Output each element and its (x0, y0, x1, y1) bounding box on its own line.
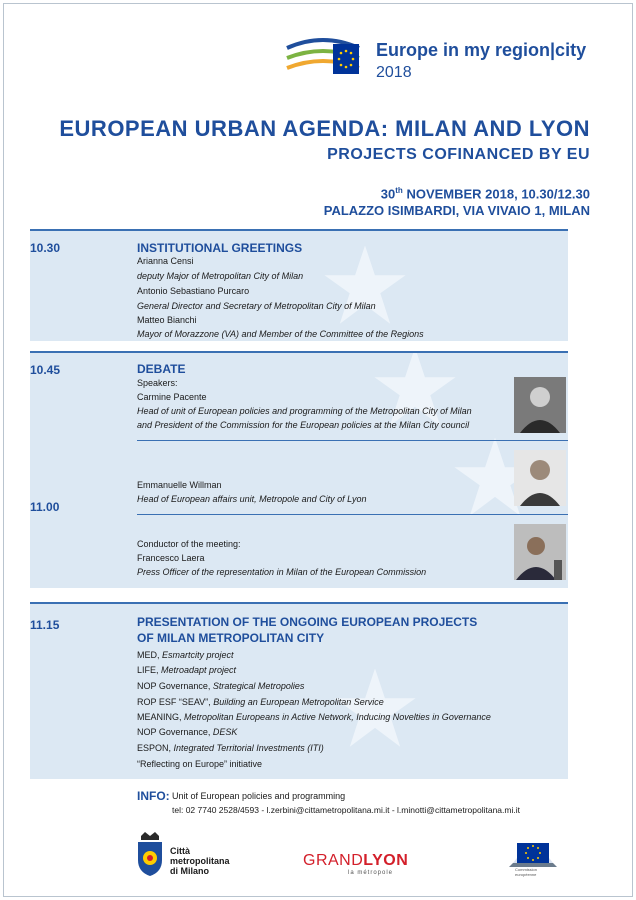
grandlyon-grand: GRAND (303, 852, 364, 869)
speaker-photo (514, 450, 566, 506)
project-item (137, 681, 304, 691)
speaker-photo (514, 377, 566, 433)
project-item (137, 712, 491, 722)
person-icon (514, 377, 566, 433)
project-name: NOP Governance, (137, 727, 213, 737)
person-icon (514, 450, 566, 506)
project-desc: DESK (212, 727, 238, 737)
section-title-greetings: INSTITUTIONAL GREETINGS (137, 241, 303, 255)
star-decoration-icon (320, 241, 410, 331)
logo-title: Europe in my region|city (376, 40, 587, 60)
citta-metropolitana-crest-icon (135, 832, 165, 876)
speaker-name: Emmanuelle Willman (137, 480, 222, 490)
project-desc: Metroadapt project (161, 665, 237, 675)
section-title-presentation: PRESENTATION OF THE ONGOING EUROPEAN PROJECTS (137, 615, 478, 629)
project-item (137, 697, 384, 707)
grandlyon-lyon: LYON (363, 852, 409, 869)
speaker-role: and President of the Commission for the European policies at the Milan City council (137, 420, 470, 430)
event-date (381, 186, 590, 201)
speaker-role: Head of unit of European policies and programming of the Metropolitan City of Milan (137, 406, 472, 416)
project-desc: Integrated Territorial Investments (ITI) (173, 743, 324, 753)
project-desc: Building an European Metropolitan Service (213, 697, 384, 707)
grandlyon-logo (303, 852, 408, 870)
project-item (137, 650, 234, 660)
time-debate: 10.45 (30, 363, 61, 377)
info-text: Unit of European policies and programming (172, 791, 346, 801)
section-title-presentation-2: OF MILAN METROPOLITAN CITY (137, 631, 325, 645)
page-title: EUROPEAN URBAN AGENDA: MILAN AND LYON (59, 116, 590, 141)
conductor-label: Conductor of the meeting: (137, 539, 241, 549)
project-desc: Metropolitan Europeans in Active Network, Inducing Novelties in Governance (184, 712, 491, 722)
project-name: MED, (137, 650, 163, 660)
greetings-line: Matteo Bianchi (137, 315, 197, 325)
time-presentation: 11.15 (30, 618, 60, 632)
greetings-line: deputy Major of Metropolitan City of Milan (137, 271, 304, 281)
greetings-line: Arianna Censi (137, 256, 194, 266)
ec-line: européenne (515, 872, 537, 877)
project-item (137, 743, 324, 753)
project-name: ESPON, (137, 743, 174, 753)
project-name: MEANING, (137, 712, 185, 722)
greetings-line: General Director and Secretary of Metropolitan City of Milan (137, 301, 376, 311)
page-subtitle: PROJECTS COFINANCED BY EU (327, 146, 590, 163)
project-item (137, 665, 236, 675)
project-name: LIFE, (137, 665, 162, 675)
speaker-name: Carmine Pacente (137, 392, 207, 402)
europe-in-my-region-logo (283, 30, 363, 90)
info-label: INFO: (137, 789, 170, 803)
cm-line: di Milano (170, 866, 209, 876)
ec-line: Commission (515, 867, 538, 872)
date-rest: NOVEMBER 2018, 10.30/12.30 (402, 186, 590, 202)
greetings-line: Antonio Sebastiano Purcaro (137, 286, 250, 296)
citta-metropolitana-logo-text (170, 846, 230, 876)
date-day: 30 (380, 186, 396, 202)
european-commission-label (515, 867, 537, 877)
cm-line: Città (170, 846, 190, 856)
speaker-role: Head of European affairs unit, Metropole and City of Lyon (137, 494, 367, 504)
project-item (137, 759, 262, 769)
project-name: ROP ESF “SEAV”, (137, 697, 214, 707)
conductor-name: Francesco Laera (137, 553, 205, 563)
contact-info: tel: 02 7740 2528/4593 - l.zerbini@cittametropolitana.mi.it - l.minotti@cittametropolitana.mi.it (172, 805, 520, 815)
time-greetings: 10.30 (30, 241, 61, 255)
time-second-speaker: 11.00 (30, 500, 60, 514)
grandlyon-subtitle: la métropole (348, 870, 394, 876)
project-desc: Strategical Metropolies (212, 681, 305, 691)
section-title-debate: DEBATE (137, 362, 186, 376)
conductor-role: Press Officer of the representation in Milan of the European Commission (137, 567, 427, 577)
cm-line: metropolitana (170, 856, 230, 866)
project-name: “Reflecting on Europe” initiative (137, 759, 263, 769)
date-suffix: th (395, 186, 403, 195)
greetings-line: Mayor of Morazzone (VA) and Member of the Committee of the Regions (137, 329, 424, 339)
person-icon (514, 524, 566, 580)
divider (137, 514, 568, 515)
event-venue: PALAZZO ISIMBARDI, VIA VIVAIO 1, MILAN (323, 203, 590, 218)
project-desc: Esmartcity project (162, 650, 234, 660)
logo-year: 2018 (376, 64, 412, 81)
divider (137, 440, 568, 441)
project-item (137, 727, 237, 737)
star-decoration-icon (330, 664, 420, 754)
project-name: NOP Governance, (137, 681, 213, 691)
debate-band (30, 351, 568, 588)
conductor-photo (514, 524, 566, 580)
speakers-label: Speakers: (137, 378, 178, 388)
